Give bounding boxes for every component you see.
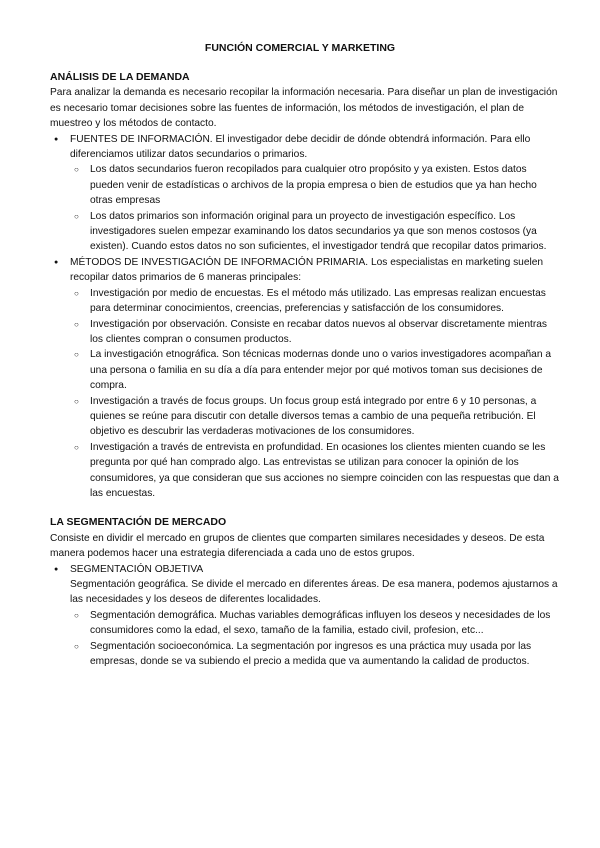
list-item [50,562,560,670]
bullet-list-segmentacion [50,562,560,670]
sub-list [70,162,560,254]
list-item: ○ Segmentación socioeconómica. La segmentación por ingresos es una práctica muy usada por las empresas, donde se va subiendo el precio a medida que va aumentando la calidad de productos. [70,639,560,670]
section-heading-demanda: ANÁLISIS DE LA DEMANDA [50,71,190,83]
list-item: ○ Investigación por medio de encuestas. Es el método más utilizado. Las empresas realizan encuestas para determinar conocimientos, creencias, preferencias y satisfacción de los consumidores. [70,286,560,317]
list-item: ○ Investigación por observación. Consiste en recabar datos nuevos al observar discretamente mientras los clientes compran o consumen productos. [70,317,560,348]
bullet-text: FUENTES DE INFORMACIÓN. El investigador debe decidir de dónde obtendrá información. Para ello diferenciamos utilizar datos secundarios o primarios. [70,133,531,161]
list-item: ○ Investigación a través de entrevista en profundidad. En ocasiones los clientes mienten cuando se les pregunta por qué han comprado algo. Las entrevistas se utilizan para conocer la opinión de los consumidores, ya que consideran que sus acciones no siempre coinciden con las respuestas que dan a las encuestas. [70,440,560,502]
section-intro-demanda: Para analizar la demanda es necesario recopilar la información necesaria. Para diseñar un plan de investigación es necesario tomar decisiones sobre las fuentes de información, los métodos de investigación, el plan de muestreo y los métodos de contacto. [50,87,558,130]
list-item: ○ Investigación a través de focus groups. Un focus group está integrado por entre 6 y 10 personas, a quienes se reúne para discutir con detalle diversos temas a cambio de una pequeña retribución. El objetivo es descubrir las verdaderas motivaciones de los consumidores. [70,394,560,440]
sub-list [70,608,560,670]
list-item: ○ Los datos secundarios fueron recopilados para cualquier otro propósito y ya existen. Estos datos pueden venir de estadísticas o archivos de la propia empresa o bien de estudios que ya han hecho otras empresas [70,162,560,208]
sub-list [70,286,560,502]
section-intro-segmentacion: Consiste en dividir el mercado en grupos de clientes que comparten similares necesidades y deseos. De esta manera podemos hacer una estrategia diferenciada a cada uno de estos grupos. [50,532,545,560]
document-body [50,70,560,669]
bullet-list-demanda [50,132,560,502]
list-item [50,255,560,502]
bullet-text: MÉTODOS DE INVESTIGACIÓN DE INFORMACIÓN PRIMARIA. Los especialistas en marketing suelen recopilar datos primarios de 6 maneras principales: [70,256,544,284]
bullet-text: SEGMENTACIÓN OBJETIVA [70,563,204,575]
list-item: ○ La investigación etnográfica. Son técnicas modernas donde uno o varios investigadores acompañan a una persona o familia en su día a día para entender mejor por qué motivos toman sus decisiones de compra. [70,347,560,393]
section-heading-segmentacion: LA SEGMENTACIÓN DE MERCADO [50,516,227,529]
document-title: FUNCIÓN COMERCIAL Y MARKETING [204,42,396,54]
bullet-description: Segmentación geográfica. Se divide el mercado en diferentes áreas. De esa manera, podemos ajustarnos a las necesidades y los deseos de diferentes localidades. [70,579,558,606]
list-item: ○ Los datos primarios son información original para un proyecto de investigación específico. Los investigadores suelen empezar examinando los datos secundarios ya que son menos costosos (ya existen). Cuando estos datos no son suficientes, el investigador tendrá que recopilar datos primarios. [70,209,560,255]
list-item [50,132,560,255]
list-item: ○ Segmentación demográfica. Muchas variables demográficas influyen los deseos y necesidades de los consumidores como la edad, el sexo, tamaño de la familia, estado civil, profesion, etc... [70,608,560,639]
